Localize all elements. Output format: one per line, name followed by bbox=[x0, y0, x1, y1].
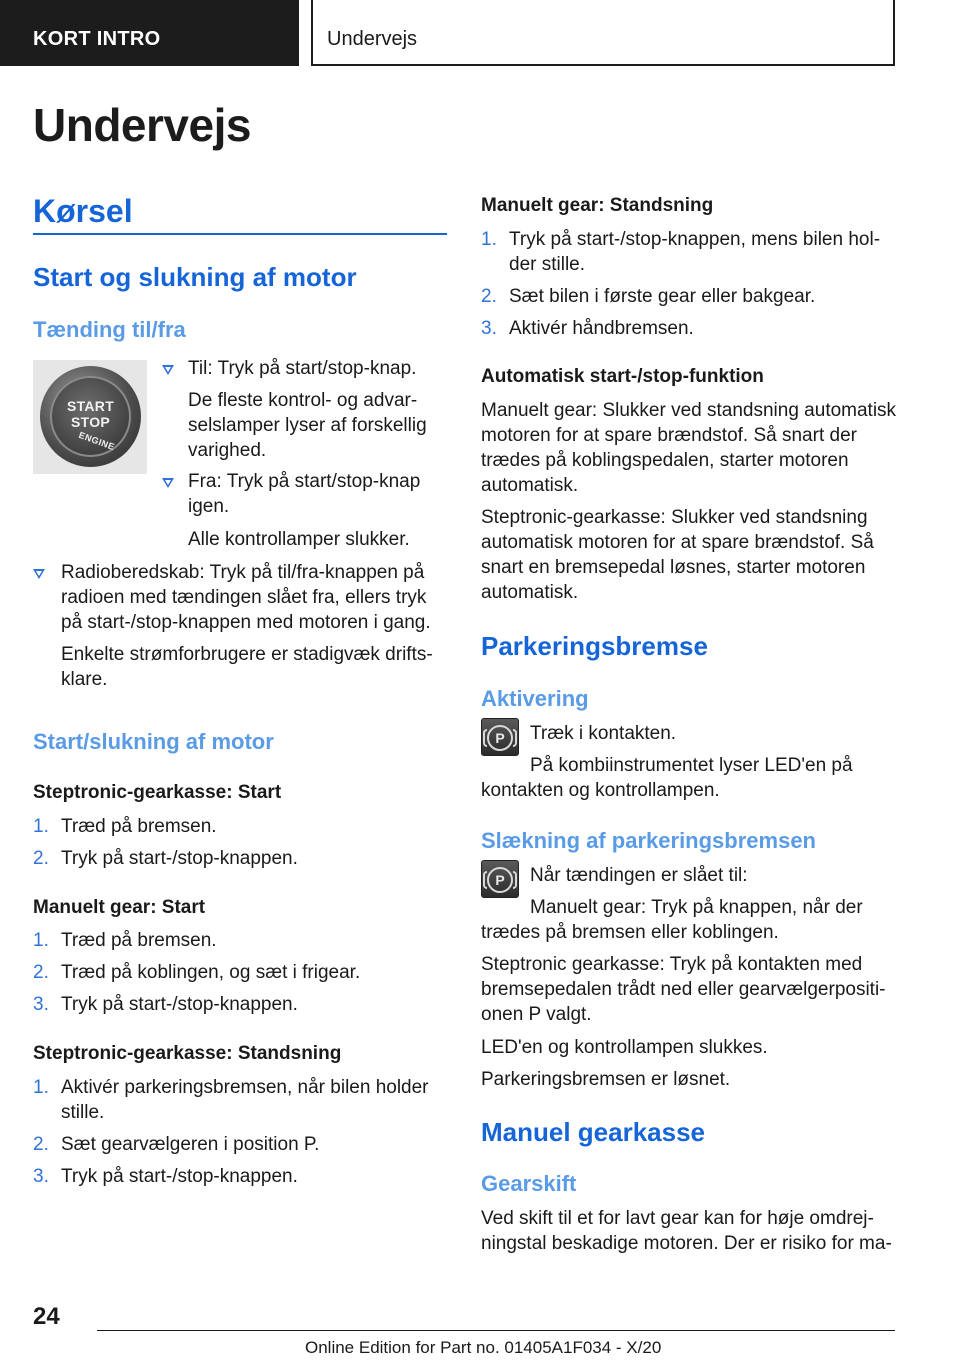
list-item: Tryk på start-/stop-knappen. bbox=[61, 848, 298, 869]
list-item: Træd på bremsen. bbox=[61, 816, 217, 837]
list-item: Sæt bilen i første gear eller bakgear. bbox=[509, 286, 816, 307]
triangle-bullet-icon bbox=[162, 478, 174, 488]
chapter-tab-label: Undervejs bbox=[327, 28, 418, 50]
list-number: 2. bbox=[33, 962, 49, 983]
slakning-p4: Parkeringsbremsen er løsnet. bbox=[481, 1069, 731, 1090]
start-stop-button-icon bbox=[33, 360, 147, 474]
section-tab-label: KORT INTRO bbox=[33, 28, 161, 50]
ss-label-stop: STOP bbox=[70, 414, 111, 430]
list-number: 1. bbox=[33, 1077, 49, 1098]
tending-item-fra: Fra: Tryk på start/stop-knap bbox=[188, 471, 421, 492]
list-item: Træd på bremsen. bbox=[61, 930, 217, 951]
auto-start-stop-title: Automatisk start-/stop-funktion bbox=[481, 366, 764, 387]
radio-sub-line: klare. bbox=[61, 669, 108, 690]
steptronic-start-title: Steptronic-gearkasse: Start bbox=[33, 782, 282, 803]
heading-start-slukning: Start og slukning af motor bbox=[33, 262, 357, 292]
list-number: 1. bbox=[33, 930, 49, 951]
tending-sub-line: selslamper lyser af forskellig bbox=[188, 415, 427, 436]
auto-p2-line: automatisk. bbox=[481, 582, 579, 603]
radio-item-line: Radioberedskab: Tryk på til/fra-knappen på bbox=[61, 562, 425, 583]
manuel-start-title: Manuelt gear: Start bbox=[33, 897, 206, 918]
list-item: Aktivér håndbremsen. bbox=[509, 318, 694, 339]
heading-start-slukning-motor: Start/slukning af motor bbox=[33, 729, 274, 754]
slakning-line: Manuelt gear: Tryk på knappen, når der bbox=[530, 897, 863, 918]
list-item: Træd på koblingen, og sæt i frigear. bbox=[61, 962, 361, 983]
tending-item-til: Til: Tryk på start/stop-knap. bbox=[188, 358, 417, 379]
ss-label-engine: ENGINE bbox=[77, 429, 117, 453]
page-number: 24 bbox=[33, 1303, 60, 1330]
triangle-bullet-icon bbox=[33, 569, 45, 579]
radio-item-line: på start-/stop-knappen med motoren i gang. bbox=[61, 612, 431, 633]
tending-sub-line: Alle kontrollamper slukker. bbox=[188, 529, 410, 550]
radio-item-line: radioen med tændingen slået fra, ellers tryk bbox=[61, 587, 427, 608]
gearskift-line: ningstal beskadige motoren. Der er risiko for ma- bbox=[481, 1233, 892, 1254]
list-item: Tryk på start-/stop-knappen. bbox=[61, 994, 298, 1015]
heading-gearskift: Gearskift bbox=[481, 1171, 577, 1196]
list-number: 2. bbox=[33, 1134, 49, 1155]
list-number: 2. bbox=[481, 286, 497, 307]
gearskift-line: Ved skift til et for lavt gear kan for høje omdrej- bbox=[481, 1208, 874, 1229]
manuel-stand-title: Manuelt gear: Standsning bbox=[481, 195, 714, 216]
footer-edition: Online Edition for Part no. 01405A1F034 - X/20 bbox=[305, 1338, 662, 1357]
auto-p1-line: motoren for at spare brændstof. Så snart der bbox=[481, 425, 857, 446]
list-number: 3. bbox=[33, 1166, 49, 1187]
list-number: 3. bbox=[481, 318, 497, 339]
slakning-p2-line: bremsepedalen trådt ned eller gearvælgerpositi- bbox=[481, 979, 886, 1000]
list-item: der stille. bbox=[509, 254, 586, 275]
list-item: Tryk på start-/stop-knappen. bbox=[61, 1166, 298, 1187]
heading-tending: Tænding til/fra bbox=[33, 317, 186, 342]
slakning-p2-line: onen P valgt. bbox=[481, 1004, 592, 1025]
list-number: 1. bbox=[33, 816, 49, 837]
heading-slakning: Slækning af parkeringsbremsen bbox=[481, 828, 816, 853]
triangle-bullet-icon bbox=[162, 365, 174, 375]
header-section-tab[interactable] bbox=[0, 0, 299, 66]
header-chapter-tab[interactable] bbox=[311, 0, 895, 66]
list-item: Aktivér parkeringsbremsen, når bilen holder bbox=[61, 1077, 429, 1098]
auto-p1-line: automatisk. bbox=[481, 475, 579, 496]
heading-divider bbox=[33, 233, 447, 235]
auto-p2-line: Steptronic-gearkasse: Slukker ved standsning bbox=[481, 507, 868, 528]
auto-p1-line: trædes på koblingspedalen, starter motoren bbox=[481, 450, 849, 471]
list-item: Sæt gearvælgeren i position P. bbox=[61, 1134, 320, 1155]
radio-sub-line: Enkelte strømforbrugere er stadigvæk drifts- bbox=[61, 644, 433, 665]
slakning-p2-line: Steptronic gearkasse: Tryk på kontakten med bbox=[481, 954, 863, 975]
parking-brake-icon: P bbox=[481, 718, 519, 756]
heading-aktivering: Aktivering bbox=[481, 686, 589, 711]
page-title: Undervejs bbox=[33, 99, 251, 151]
ss-label-start: START bbox=[66, 398, 115, 414]
tending-item-fra: igen. bbox=[188, 496, 230, 517]
slakning-line: Når tændingen er slået til: bbox=[530, 865, 748, 886]
list-item: Tryk på start-/stop-knappen, mens bilen hol- bbox=[509, 229, 881, 250]
aktivering-line: Træk i kontakten. bbox=[530, 723, 677, 744]
auto-p2-line: snart en bremsepedal løsnes, starter motoren bbox=[481, 557, 866, 578]
list-number: 1. bbox=[481, 229, 497, 250]
tending-sub-line: De fleste kontrol- og advar- bbox=[188, 390, 418, 411]
list-item: stille. bbox=[61, 1102, 105, 1123]
heading-manuel-gearkasse: Manuel gearkasse bbox=[481, 1117, 706, 1147]
auto-p2-line: automatisk motoren for at spare brændstof. Så bbox=[481, 532, 874, 553]
auto-p1-line: Manuelt gear: Slukker ved standsning automatisk bbox=[481, 400, 897, 421]
aktivering-line: kontakten og kontrollampen. bbox=[481, 780, 720, 801]
heading-korsel: Kørsel bbox=[33, 193, 133, 229]
list-number: 2. bbox=[33, 848, 49, 869]
parking-brake-icon: P bbox=[481, 860, 519, 898]
heading-parkeringsbremse: Parkeringsbremse bbox=[481, 631, 708, 661]
slakning-line: trædes på bremsen eller koblingen. bbox=[481, 922, 779, 943]
aktivering-line: På kombiinstrumentet lyser LED'en på bbox=[530, 755, 853, 776]
list-number: 3. bbox=[33, 994, 49, 1015]
footer-divider bbox=[97, 1330, 895, 1331]
steptronic-stand-title: Steptronic-gearkasse: Standsning bbox=[33, 1043, 342, 1064]
slakning-p3: LED'en og kontrollampen slukkes. bbox=[481, 1037, 768, 1058]
tending-sub-line: varighed. bbox=[188, 440, 267, 461]
